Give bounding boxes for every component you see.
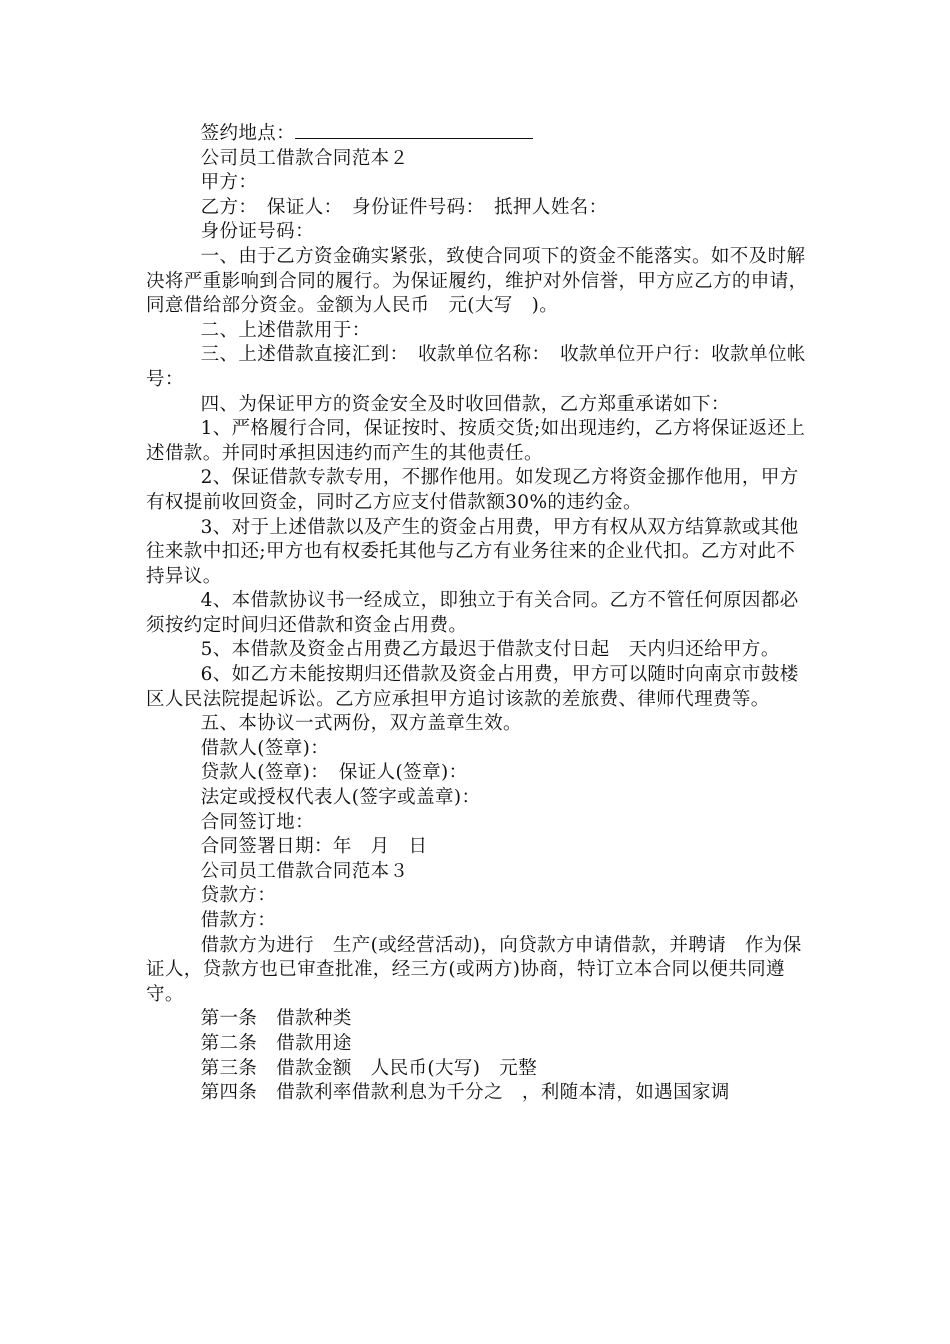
- paragraph: 第三条 借款金额 人民币(大写) 元整: [200, 1057, 538, 1079]
- paragraph: 5、本借款及资金占用费乙方最迟于借款支付日起 天内归还给甲方。: [200, 639, 780, 661]
- paragraph: 2、保证借款专款专用，不挪作他用。如发现乙方将资金挪作他用，甲方有权提前收回资金，同时乙方应支付借款额30%的违约金。: [146, 467, 799, 513]
- signing-place-line: [146, 122, 810, 147]
- paragraph: 五、本协议一式两份，双方盖章生效。: [200, 713, 522, 735]
- paragraph: 三、上述借款直接汇到： 收款单位名称： 收款单位开户行：收款单位帐号：: [146, 344, 806, 390]
- paragraph: 贷款人(签章)： 保证人(签章)：: [200, 762, 468, 784]
- paragraph: 第四条 借款利率借款利息为千分之 ，利随本清，如遇国家调: [200, 1082, 730, 1104]
- paragraph: 借款方：: [200, 910, 277, 931]
- paragraph: 法定或授权代表人(签字或盖章)：: [200, 787, 481, 809]
- paragraph: 1、严格履行合同，保证按时、按质交货;如出现违约，乙方将保证返还上述借款。并同时承担因违约而产生的其他责任。: [146, 418, 806, 464]
- paragraph: 借款人(签章)：: [200, 737, 330, 759]
- paragraph: 二、上述借款用于：: [200, 319, 371, 341]
- paragraph: 合同签署日期：年 月 日: [200, 836, 428, 858]
- paragraph: 6、如乙方未能按期归还借款及资金占用费，甲方可以随时向南京市鼓楼区人民法院提起诉讼。乙方应承担甲方追讨该款的差旅费、律师代理费等。: [146, 664, 799, 710]
- paragraph: 四、为保证甲方的资金安全及时收回借款，乙方郑重承诺如下：: [200, 393, 730, 415]
- paragraph: 公司员工借款合同范本３: [200, 860, 409, 882]
- paragraph: 借款方为进行 生产(或经营活动)，向贷款方申请借款，并聘请 作为保证人，贷款方也已审查批准，经三方(或两方)协商，特订立本合同以便共同遵守。: [146, 934, 802, 1005]
- paragraph: 合同签订地：: [200, 811, 314, 833]
- paragraph: 乙方： 保证人： 身份证件号码： 抵押人姓名：: [200, 196, 608, 218]
- paragraph: 4、本借款协议书一经成立，即独立于有关合同。乙方不管任何原因都必须按约定时间归还借款和资金占用费。: [146, 590, 799, 636]
- paragraph: 身份证号码：: [200, 221, 314, 243]
- paragraph: 公司员工借款合同范本２: [200, 147, 409, 169]
- signing-place-label: 签约地点：: [200, 123, 296, 144]
- paragraph: 3、对于上述借款以及产生的资金占用费，甲方有权从双方结算款或其他往来款中扣还;甲方也有权委托其他与乙方有业务往来的企业代扣。乙方对此不持异议。: [146, 516, 799, 587]
- paragraph: 甲方：: [200, 172, 258, 194]
- document-page: [146, 122, 810, 1106]
- paragraph: 一、由于乙方资金确实紧张，致使合同项下的资金不能落实。如不及时解决将严重影响到合同的履行。为保证履约，维护对外信誉，甲方应乙方的申请，同意借给部分资金。金额为人民币 元(大写 )。: [146, 245, 808, 317]
- paragraph: 第一条 借款种类: [200, 1008, 352, 1030]
- paragraph: 贷款方：: [200, 885, 277, 907]
- paragraph: 第二条 借款用途: [200, 1032, 352, 1054]
- signing-place-blank: [295, 124, 533, 139]
